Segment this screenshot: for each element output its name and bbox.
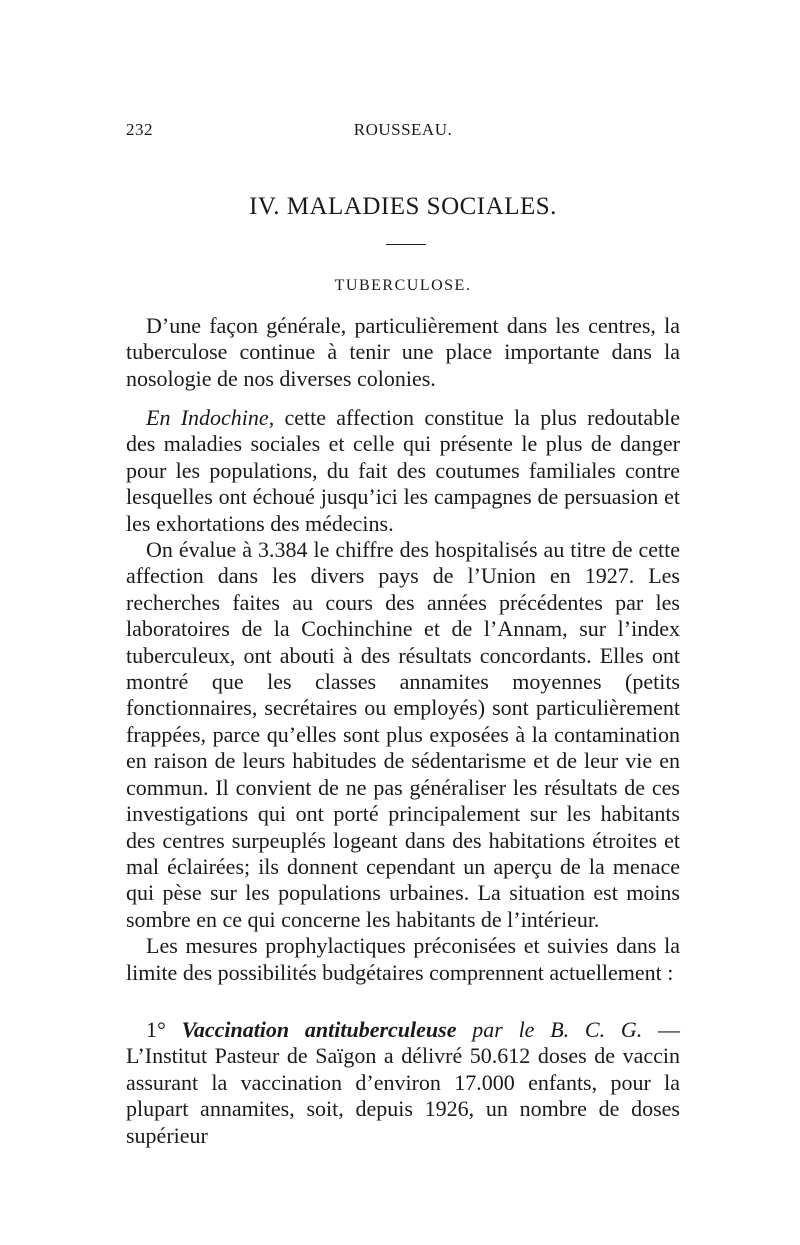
section-title: TUBERCULOSE. — [334, 277, 472, 294]
paragraph-measures-text: Les mesures prophylactiques préconisées et suivies dans la limite des possibilités budgétaires comprennent actuellement : — [126, 933, 680, 985]
running-header — [126, 120, 680, 144]
paragraph-vaccination-text: — L’Institut Pasteur de Saïgon a délivré 50.612 doses de vaccin assurant la vaccination d’environ 17.000 enfants, pour la plupart annamites, soit, depuis 1926, un nombre de doses supérieur — [126, 1017, 680, 1148]
paragraph-measures — [126, 933, 680, 986]
paragraph-indochine — [126, 405, 680, 986]
paragraph-intro-text: D’une façon générale, particulièrement dans les centres, la tuberculose continue à tenir une place importante dans la nosologie de nos diverses colonies. — [126, 313, 680, 391]
paragraph-vaccination — [126, 1017, 680, 1149]
paragraph-vaccination-lead: Vaccination antituberculeuse — [181, 1017, 457, 1042]
paragraph-statistics-text: On évalue à 3.384 le chiffre des hospitalisés au titre de cette affection dans les divers pays de l’Union en 1927. Les recherches faites au cours des années précédentes par les laboratoires de la Cochinchine et de l’Annam, sur l’index tuberculeux, ont abouti à des résultats concordants. Elles ont montré que les classes annamites moyennes (petits fonctionnaires, secrétaires ou employés) sont particulièrement frappées, parce qu’elles sont plus exposées à la contamination en raison de leurs habitudes de sédentarisme et de leur vie en commun. Il convient de ne pas généraliser les résultats de ces investigations qui ont porté principalement sur les habitants des centres surpeuplés logeant dans des habitations étroites et mal éclairées; ils donnent cependant un aperçu de la menace qui pèse sur les populations urbaines. La situation est moins sombre en ce qui concerne les habitants de l’intérieur. — [126, 537, 680, 932]
chapter-title: IV. MALADIES SOCIALES. — [249, 193, 557, 220]
paragraph-indochine-lead: En Indochine, — [146, 405, 275, 430]
page-number: 232 — [126, 120, 153, 139]
paragraph-vaccination-lead-tail: par le B. C. G. — [472, 1017, 643, 1042]
running-title: ROUSSEAU. — [353, 120, 453, 139]
paragraph-statistics — [126, 537, 680, 933]
paragraph-intro — [126, 313, 680, 392]
title-divider — [386, 244, 426, 245]
paragraph-indochine-text: cette affection constitue la plus redoutable des maladies sociales et celle qui présente le plus de danger pour les populations, du fait des coutumes familiales contre lesquelles ont échoué jusqu’ici les campagnes de persuasion et les exhortations des médecins. — [126, 405, 680, 536]
paragraph-vaccination-number: 1° — [146, 1017, 166, 1042]
